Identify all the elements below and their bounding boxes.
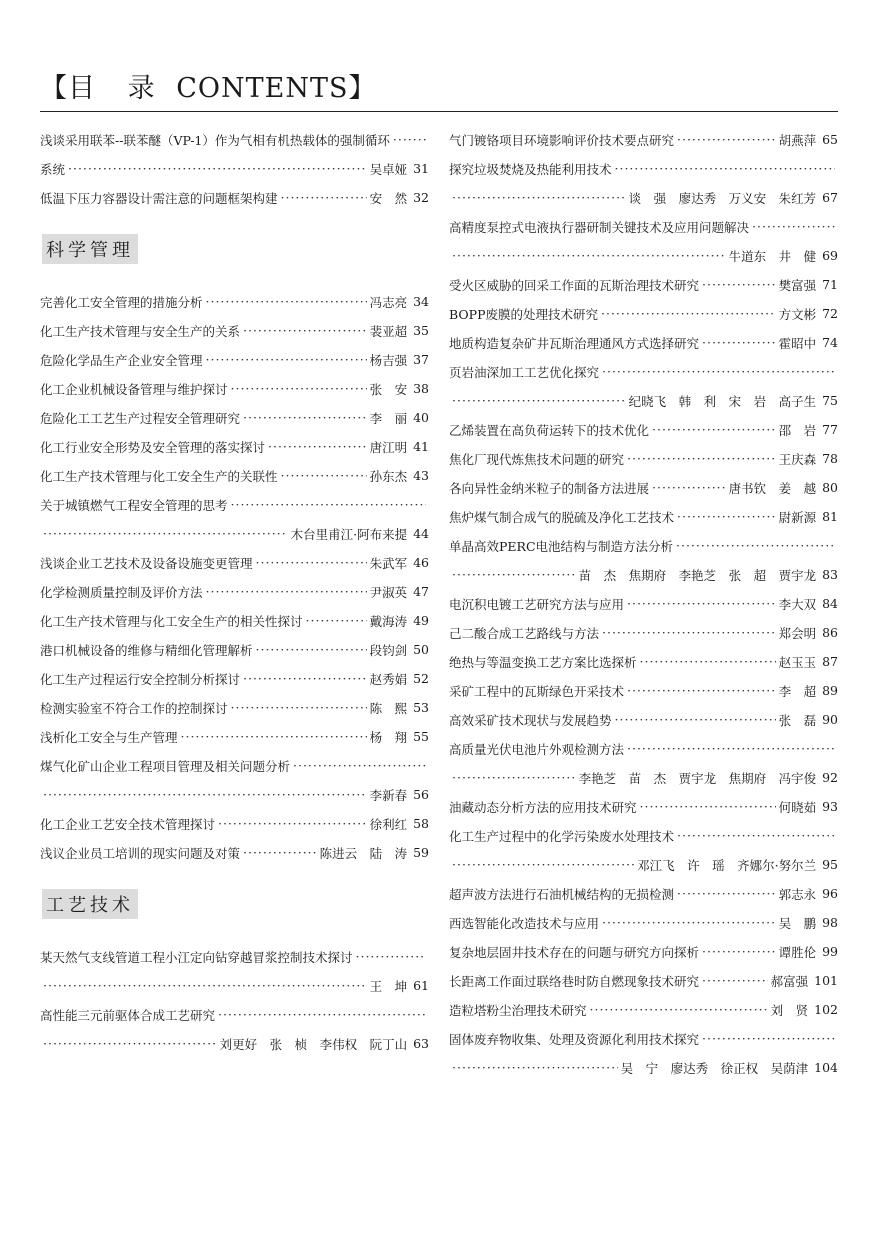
- entry-author: 杨 翔: [369, 729, 408, 745]
- entry-author: 张 安: [369, 381, 408, 397]
- dot-leader: [615, 161, 835, 176]
- entry-page: 41: [413, 439, 429, 454]
- entry-title: 系统: [40, 161, 66, 177]
- entry-page: 77: [822, 422, 838, 437]
- dot-leader: [218, 1007, 426, 1022]
- dot-leader: [452, 1060, 618, 1075]
- dot-leader: [676, 538, 835, 553]
- entry-author: 段钧剑: [369, 642, 408, 658]
- toc-entry[interactable]: [449, 502, 838, 531]
- entry-title: 固体废弃物收集、处理及资源化利用技术探究: [449, 1031, 700, 1047]
- toc-entry[interactable]: [449, 734, 838, 763]
- entry-title: 高精度泵控式电液执行器研制关键技术及应用问题解决: [449, 219, 750, 235]
- left-column: [40, 125, 429, 1058]
- entry-title: 复杂地层固井技术存在的问题与研究方向探析: [449, 944, 700, 960]
- entry-author: 徐利红: [369, 816, 408, 832]
- entry-title: 超声波方法进行石油机械结构的无损检测: [449, 886, 675, 902]
- toc-entry[interactable]: [40, 722, 429, 751]
- section-title: 科学管理: [42, 234, 138, 264]
- entry-author: 裴亚超: [369, 323, 408, 339]
- contents-header: [40, 66, 376, 105]
- entry-author: 胡燕萍: [778, 132, 817, 148]
- entry-author: 吴 鹏: [778, 915, 817, 931]
- dot-leader: [206, 352, 367, 367]
- entry-page: 31: [413, 161, 429, 176]
- toc-entry[interactable]: [449, 415, 838, 444]
- entry-title: 长距离工作面过联络巷时防自燃现象技术研究: [449, 973, 700, 989]
- toc-entry[interactable]: [449, 879, 838, 908]
- dot-leader: [602, 915, 776, 930]
- entry-page: 75: [822, 393, 838, 408]
- open-bracket: 【: [40, 73, 68, 104]
- toc-entry[interactable]: [40, 693, 429, 722]
- entry-author: 陈 熙: [369, 700, 408, 716]
- entry-author: 张 磊: [778, 712, 817, 728]
- entry-title: 高效采矿技术现状与发展趋势: [449, 712, 612, 728]
- entry-title: 造粒塔粉尘治理技术研究: [449, 1002, 587, 1018]
- dot-leader: [231, 381, 367, 396]
- entry-title: 各向异性金纳米粒子的制备方法进展: [449, 480, 650, 496]
- entry-page: 95: [822, 857, 838, 872]
- toc-entry[interactable]: [449, 1053, 838, 1082]
- dot-leader: [702, 973, 768, 988]
- dot-leader: [677, 509, 776, 524]
- toc-entry[interactable]: [40, 490, 429, 519]
- entry-page: 58: [413, 816, 429, 831]
- toc-entry[interactable]: [449, 357, 838, 386]
- dot-leader: [452, 770, 576, 785]
- dot-leader: [206, 584, 367, 599]
- dot-leader: [256, 555, 367, 570]
- dot-leader: [602, 364, 835, 379]
- toc-entry[interactable]: [449, 270, 838, 299]
- dot-leader: [615, 712, 776, 727]
- technology-entries: [40, 942, 429, 1058]
- toc-entry[interactable]: [40, 154, 429, 183]
- toc-entry[interactable]: [40, 461, 429, 490]
- toc-entry[interactable]: [40, 287, 429, 316]
- toc-entry[interactable]: [449, 241, 838, 270]
- entry-author: 刘更好 张 桢 李伟权 阮丁山: [219, 1036, 408, 1052]
- entry-author: 李新春: [369, 787, 408, 803]
- entry-title: 浅议企业员工培训的现实问题及对策: [40, 845, 241, 861]
- dot-leader: [281, 468, 367, 483]
- entry-author: 李艳芝 苗 杰 贾宇龙 焦期府 冯宇俊: [578, 770, 817, 786]
- dot-leader: [231, 497, 426, 512]
- toc-entry[interactable]: [449, 444, 838, 473]
- entry-title: 受火区威胁的回采工作面的瓦斯治理技术研究: [449, 277, 700, 293]
- toc-entry[interactable]: [40, 942, 429, 971]
- section-title: 工艺技术: [42, 889, 138, 919]
- dot-leader: [281, 190, 367, 205]
- dot-leader: [590, 1002, 768, 1017]
- toc-entry[interactable]: [449, 125, 838, 154]
- entry-page: 74: [822, 335, 838, 350]
- dot-leader: [752, 219, 835, 234]
- dot-leader: [677, 886, 776, 901]
- entry-title: 页岩油深加工工艺优化探究: [449, 364, 600, 380]
- entry-title: 电沉积电镀工艺研究方法与应用: [449, 596, 625, 612]
- toc-entry[interactable]: [449, 154, 838, 183]
- dot-leader: [356, 949, 426, 964]
- dot-leader: [627, 596, 776, 611]
- entry-title: 化工生产技术管理与化工安全生产的相关性探讨: [40, 613, 303, 629]
- dot-leader: [243, 410, 367, 425]
- entry-author: 方文彬: [778, 306, 817, 322]
- dot-leader: [652, 422, 776, 437]
- toc-entry[interactable]: [449, 647, 838, 676]
- toc-entry[interactable]: [449, 589, 838, 618]
- dot-leader: [243, 323, 367, 338]
- entry-author: 赵玉玉: [778, 654, 817, 670]
- entry-page: 59: [413, 845, 429, 860]
- section-heading-management: [40, 212, 429, 287]
- toc-entry[interactable]: [40, 751, 429, 780]
- entry-page: 52: [413, 671, 429, 686]
- toc-entry[interactable]: [449, 386, 838, 415]
- entry-author: 陈进云 陆 涛: [319, 845, 408, 861]
- toc-entry[interactable]: [40, 183, 429, 212]
- toc-entry[interactable]: [449, 560, 838, 589]
- toc-entry[interactable]: [449, 763, 838, 792]
- dot-leader: [256, 642, 367, 657]
- entry-title: 高质量光伏电池片外观检测方法: [449, 741, 625, 757]
- toc-entry[interactable]: [449, 1024, 838, 1053]
- dot-leader: [452, 393, 626, 408]
- entry-author: 戴海涛: [369, 613, 408, 629]
- entry-title: 浅析化工安全与生产管理: [40, 729, 178, 745]
- entry-page: 46: [413, 555, 429, 570]
- entry-author: 唐书钦 姜 越: [728, 480, 817, 496]
- entry-title: 地质构造复杂矿井瓦斯治理通风方式选择研究: [449, 335, 700, 351]
- dot-leader: [652, 480, 726, 495]
- toc-entry[interactable]: [40, 374, 429, 403]
- entry-author: 牛道东 井 健: [728, 248, 817, 264]
- close-bracket: 】: [348, 73, 377, 104]
- dot-leader: [293, 758, 426, 773]
- dot-leader: [231, 700, 367, 715]
- entry-title: 单晶高效PERC电池结构与制造方法分析: [449, 538, 674, 554]
- entry-author: 杨吉强: [369, 352, 408, 368]
- entry-page: 34: [413, 294, 429, 309]
- toc-entry[interactable]: [449, 850, 838, 879]
- entry-page: 80: [822, 480, 838, 495]
- entry-title: 煤气化矿山企业工程项目管理及相关问题分析: [40, 758, 291, 774]
- entry-page: 56: [413, 787, 429, 802]
- right-entries: [449, 125, 838, 1082]
- entry-title: 焦化厂现代炼焦技术问题的研究: [449, 451, 625, 467]
- dot-leader: [43, 526, 288, 541]
- toc-entry[interactable]: [449, 821, 838, 850]
- toc-entry[interactable]: [449, 705, 838, 734]
- entry-title: 检测实验室不符合工作的控制探讨: [40, 700, 228, 716]
- toc-entry[interactable]: [40, 125, 429, 154]
- toc-entry[interactable]: [449, 183, 838, 212]
- dot-leader: [218, 816, 367, 831]
- dot-leader: [181, 729, 367, 744]
- entry-title: 化工生产技术管理与化工安全生产的关联性: [40, 468, 278, 484]
- toc-entry[interactable]: [40, 519, 429, 548]
- header-title-cn: 目 录: [68, 73, 167, 104]
- toc-entry[interactable]: [449, 908, 838, 937]
- entry-page: 86: [822, 625, 838, 640]
- entry-title: 己二酸合成工艺路线与方法: [449, 625, 600, 641]
- dot-leader: [627, 741, 835, 756]
- toc-entry[interactable]: [40, 606, 429, 635]
- toc-entry[interactable]: [40, 971, 429, 1000]
- entry-page: 96: [822, 886, 838, 901]
- dot-leader: [677, 132, 776, 147]
- entry-author: 刘 贤: [770, 1002, 809, 1018]
- dot-leader: [452, 248, 726, 263]
- entry-page: 84: [822, 596, 838, 611]
- entry-title: 绝热与等温变换工艺方案比选探析: [449, 654, 637, 670]
- entry-title: 某天然气支线管道工程小江定向钻穿越冒浆控制技术探讨: [40, 949, 353, 965]
- entry-author: 霍昭中: [778, 335, 817, 351]
- entry-author: 李 超: [778, 683, 817, 699]
- entry-title: 化工行业安全形势及安全管理的落实探讨: [40, 439, 266, 455]
- entry-author: 樊富强: [778, 277, 817, 293]
- entry-title: 化学检测质量控制及评价方法: [40, 584, 203, 600]
- toc-entry[interactable]: [40, 432, 429, 461]
- entry-page: 50: [413, 642, 429, 657]
- entry-author: 赵秀娟: [369, 671, 408, 687]
- entry-title: 关于城镇燃气工程安全管理的思考: [40, 497, 228, 513]
- dot-leader: [452, 857, 634, 872]
- entry-page: 49: [413, 613, 429, 628]
- section-heading-technology: [40, 867, 429, 942]
- entry-page: 69: [822, 248, 838, 263]
- toc-entry[interactable]: [449, 966, 838, 995]
- entry-page: 44: [413, 526, 429, 541]
- entry-title: 化工企业机械设备管理与维护探讨: [40, 381, 228, 397]
- toc-entry[interactable]: [40, 1029, 429, 1058]
- entry-author: 冯志亮: [369, 294, 408, 310]
- entry-author: 李 丽: [369, 410, 408, 426]
- entry-title: 化工生产过程中的化学污染废水处理技术: [449, 828, 675, 844]
- toc-entry[interactable]: [449, 995, 838, 1024]
- toc-entry[interactable]: [449, 676, 838, 705]
- dot-leader: [43, 787, 367, 802]
- entry-page: 81: [822, 509, 838, 524]
- entry-author: 孙东杰: [369, 468, 408, 484]
- entry-author: 尹淑英: [369, 584, 408, 600]
- toc-entry[interactable]: [449, 531, 838, 560]
- entry-page: 78: [822, 451, 838, 466]
- entry-page: 67: [822, 190, 838, 205]
- entry-page: 53: [413, 700, 429, 715]
- entry-author: 郭志永: [778, 886, 817, 902]
- entry-title: 化工企业工艺安全技术管理探讨: [40, 816, 216, 832]
- toc-entry[interactable]: [40, 548, 429, 577]
- entry-page: 32: [413, 190, 429, 205]
- left-top-entries: [40, 125, 429, 212]
- entry-page: 43: [413, 468, 429, 483]
- entry-title: 化工生产过程运行安全控制分析探讨: [40, 671, 241, 687]
- entry-page: 40: [413, 410, 429, 425]
- entry-title: 化工生产技术管理与安全生产的关系: [40, 323, 241, 339]
- toc-entry[interactable]: [449, 212, 838, 241]
- dot-leader: [452, 567, 576, 582]
- dot-leader: [627, 451, 776, 466]
- toc-entry[interactable]: [40, 345, 429, 374]
- toc-entry[interactable]: [40, 809, 429, 838]
- entry-author: 谭胜伦: [778, 944, 817, 960]
- entry-title: 气门镀铬项目环境影响评价技术要点研究: [449, 132, 675, 148]
- dot-leader: [702, 1031, 835, 1046]
- toc-entry[interactable]: [40, 635, 429, 664]
- entry-title: 乙烯装置在高负荷运转下的技术优化: [449, 422, 650, 438]
- entry-author: 苗 杰 焦期府 李艳芝 张 超 贾宇龙: [578, 567, 817, 583]
- entry-title: 危险化学品生产企业安全管理: [40, 352, 203, 368]
- toc-entry[interactable]: [449, 792, 838, 821]
- entry-page: 90: [822, 712, 838, 727]
- entry-title: BOPP废膜的处理技术研究: [449, 306, 598, 322]
- entry-author: 邵 岩: [778, 422, 817, 438]
- entry-page: 92: [822, 770, 838, 785]
- toc-entry[interactable]: [449, 299, 838, 328]
- entry-title: 港口机械设备的维修与精细化管理解析: [40, 642, 253, 658]
- entry-page: 38: [413, 381, 429, 396]
- dot-leader: [452, 190, 626, 205]
- dot-leader: [640, 799, 776, 814]
- entry-page: 104: [814, 1060, 838, 1075]
- dot-leader: [677, 828, 835, 843]
- entry-page: 102: [814, 1002, 838, 1017]
- entry-title: 高性能三元前驱体合成工艺研究: [40, 1007, 216, 1023]
- entry-author: 邓江飞 许 瑶 齐娜尔·努尔兰: [637, 857, 817, 873]
- entry-page: 71: [822, 277, 838, 292]
- entry-page: 98: [822, 915, 838, 930]
- toc-entry[interactable]: [449, 937, 838, 966]
- entry-author: 安 然: [369, 190, 408, 206]
- entry-title: 低温下压力容器设计需注意的问题框架构建: [40, 190, 278, 206]
- dot-leader: [43, 1036, 217, 1051]
- entry-author: 纪晓飞 韩 利 宋 岩 高子生: [628, 393, 817, 409]
- entry-author: 何晓茹: [778, 799, 817, 815]
- entry-author: 吴卓娅: [369, 161, 408, 177]
- toc-entry[interactable]: [40, 316, 429, 345]
- dot-leader: [393, 132, 426, 147]
- entry-page: 35: [413, 323, 429, 338]
- entry-page: 101: [814, 973, 838, 988]
- toc-entry[interactable]: [40, 403, 429, 432]
- entry-author: 郑会明: [778, 625, 817, 641]
- dot-leader: [601, 306, 776, 321]
- dot-leader: [243, 671, 367, 686]
- entry-title: 浅谈采用联苯--联苯醚（VP-1）作为气相有机热载体的强制循环: [40, 132, 390, 148]
- entry-author: 木台里甫江·阿布来提: [290, 526, 408, 542]
- dot-leader: [243, 845, 317, 860]
- entry-title: 探究垃圾焚烧及热能利用技术: [449, 161, 612, 177]
- entry-title: 焦炉煤气制合成气的脱硫及净化工艺技术: [449, 509, 675, 525]
- toc-entry[interactable]: [40, 838, 429, 867]
- entry-author: 郝富强: [770, 973, 809, 989]
- toc-entry[interactable]: [449, 473, 838, 502]
- entry-page: 93: [822, 799, 838, 814]
- dot-leader: [627, 683, 776, 698]
- entry-title: 采矿工程中的瓦斯绿色开采技术: [449, 683, 625, 699]
- toc-entry[interactable]: [40, 780, 429, 809]
- dot-leader: [602, 625, 776, 640]
- entry-author: 尉新源: [778, 509, 817, 525]
- entry-title: 完善化工安全管理的措施分析: [40, 294, 203, 310]
- header-rule: [40, 111, 838, 112]
- header-title-en: CONTENTS: [176, 73, 349, 104]
- dot-leader: [306, 613, 367, 628]
- entry-page: 47: [413, 584, 429, 599]
- dot-leader: [43, 978, 367, 993]
- entry-author: 王 坤: [369, 978, 408, 994]
- entry-author: 王庆森: [778, 451, 817, 467]
- toc-entry[interactable]: [40, 577, 429, 606]
- toc-entry[interactable]: [40, 664, 429, 693]
- entry-page: 55: [413, 729, 429, 744]
- entry-title: 西选智能化改造技术与应用: [449, 915, 600, 931]
- entry-page: 87: [822, 654, 838, 669]
- entry-page: 72: [822, 306, 838, 321]
- entry-title: 浅谈企业工艺技术及设备设施变更管理: [40, 555, 253, 571]
- entry-author: 谈 强 廖达秀 万义安 朱红芳: [628, 190, 817, 206]
- right-column: [449, 125, 838, 1082]
- entry-page: 89: [822, 683, 838, 698]
- entry-author: 李大双: [778, 596, 817, 612]
- entry-author: 吴 宁 廖达秀 徐正权 吴荫津: [620, 1060, 809, 1076]
- dot-leader: [640, 654, 776, 669]
- dot-leader: [702, 944, 776, 959]
- entry-title: 危险化工工艺生产过程安全管理研究: [40, 410, 241, 426]
- entry-title: 油藏动态分析方法的应用技术研究: [449, 799, 637, 815]
- dot-leader: [702, 277, 776, 292]
- entry-page: 99: [822, 944, 838, 959]
- dot-leader: [68, 161, 367, 176]
- entry-page: 63: [413, 1036, 429, 1051]
- dot-leader: [702, 335, 776, 350]
- entry-author: 唐江明: [369, 439, 408, 455]
- management-entries: [40, 287, 429, 867]
- entry-page: 61: [413, 978, 429, 993]
- entry-author: 朱武军: [369, 555, 408, 571]
- toc-entry[interactable]: [449, 328, 838, 357]
- entry-page: 83: [822, 567, 838, 582]
- toc-entry[interactable]: [40, 1000, 429, 1029]
- dot-leader: [206, 294, 367, 309]
- toc-entry[interactable]: [449, 618, 838, 647]
- entry-page: 65: [822, 132, 838, 147]
- dot-leader: [268, 439, 367, 454]
- entry-page: 37: [413, 352, 429, 367]
